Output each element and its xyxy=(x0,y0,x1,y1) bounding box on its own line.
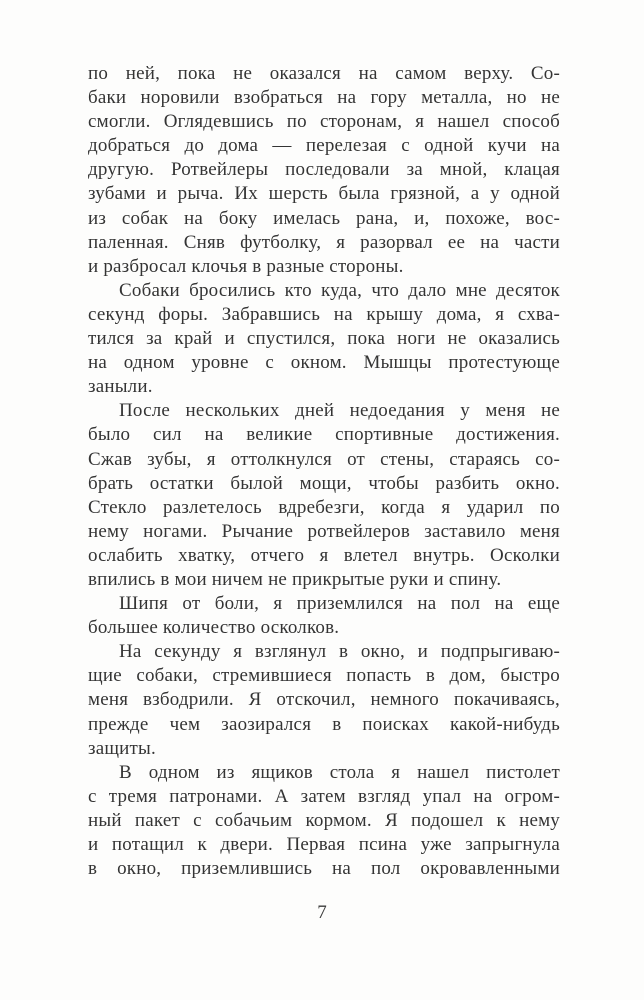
text-line: добраться до дома — перелезая с одной кучи на xyxy=(88,135,560,157)
text-line: прежде чем заозирался в поисках какой-нибудь xyxy=(88,713,560,735)
text-line: нему ногами. Рычание ротвейлеров заставило меня xyxy=(88,520,560,542)
text-line: смогли. Оглядевшись по сторонам, я нашел способ xyxy=(88,111,560,133)
text-line: баки норовили взобраться на гору металла, но не xyxy=(88,87,560,109)
text-line: и потащил к двери. Первая псина уже запрыгнула xyxy=(88,834,560,855)
text-line: брать остатки былой мощи, чтобы разбить окно. xyxy=(88,472,560,494)
text-line: ный пакет с собачьим кормом. Я подошел к нему xyxy=(88,809,560,831)
text-line: заныли. xyxy=(88,376,153,398)
paragraph xyxy=(88,592,560,640)
text-line: другую. Ротвейлеры последовали за мной, клацая xyxy=(88,159,560,181)
paragraph xyxy=(88,761,560,881)
paragraph xyxy=(88,640,560,760)
text-line: защиты. xyxy=(88,737,156,759)
text-line: в окно, приземлившись на пол окровавленными xyxy=(88,858,560,880)
text-line: меня взбодрили. Я отскочил, немного покачиваясь, xyxy=(88,689,560,711)
paragraph xyxy=(88,279,560,399)
text-line: и разбросал клочья в разные стороны. xyxy=(88,255,404,277)
text-line: было сил на великие спортивные достижения. xyxy=(88,424,560,446)
text-line: щие собаки, стремившиеся попасть в дом, быстро xyxy=(88,665,560,687)
text-line: большее количество осколков. xyxy=(88,617,340,639)
text-block xyxy=(88,62,560,881)
text-line: После нескольких дней недоедания у меня не xyxy=(119,400,560,422)
text-line: тился за край и спустился, пока ноги не оказались xyxy=(88,328,560,350)
text-line: секунд форы. Забравшись на крышу дома, я схва- xyxy=(88,303,560,325)
text-line: с тремя патронами. А затем взгляд упал на огром- xyxy=(88,785,560,807)
paragraph xyxy=(88,62,560,279)
text-line: В одном из ящиков стола я нашел пистолет xyxy=(119,761,560,783)
text-line: Собаки бросились кто куда, что дало мне десяток xyxy=(119,279,560,301)
text-line: На секунду я взглянул в окно, и подпрыгиваю- xyxy=(119,641,560,663)
text-line: впились в мои ничем не прикрытые руки и спину. xyxy=(88,568,502,590)
text-line: Сжав зубы, я оттолкнулся от стены, стараясь со- xyxy=(88,448,560,470)
text-line: Стекло разлетелось вдребезги, когда я ударил по xyxy=(88,496,560,518)
text-line: по ней, пока не оказался на самом верху. Со- xyxy=(88,63,560,84)
page-number: 7 xyxy=(317,902,327,923)
text-line: из собак на боку имелась рана, и, похоже, вос- xyxy=(88,207,560,229)
text-line: паленная. Сняв футболку, я разорвал ее на части xyxy=(88,231,560,253)
text-line: ослабить хватку, отчего я влетел внутрь. Осколки xyxy=(88,544,560,566)
text-line: на одном уровне с окном. Мышцы протестующе xyxy=(88,352,560,374)
text-line: Шипя от боли, я приземлился на пол на еще xyxy=(119,593,560,615)
text-line: зубами и рыча. Их шерсть была грязной, а у одной xyxy=(88,183,560,205)
paragraph xyxy=(88,399,560,592)
